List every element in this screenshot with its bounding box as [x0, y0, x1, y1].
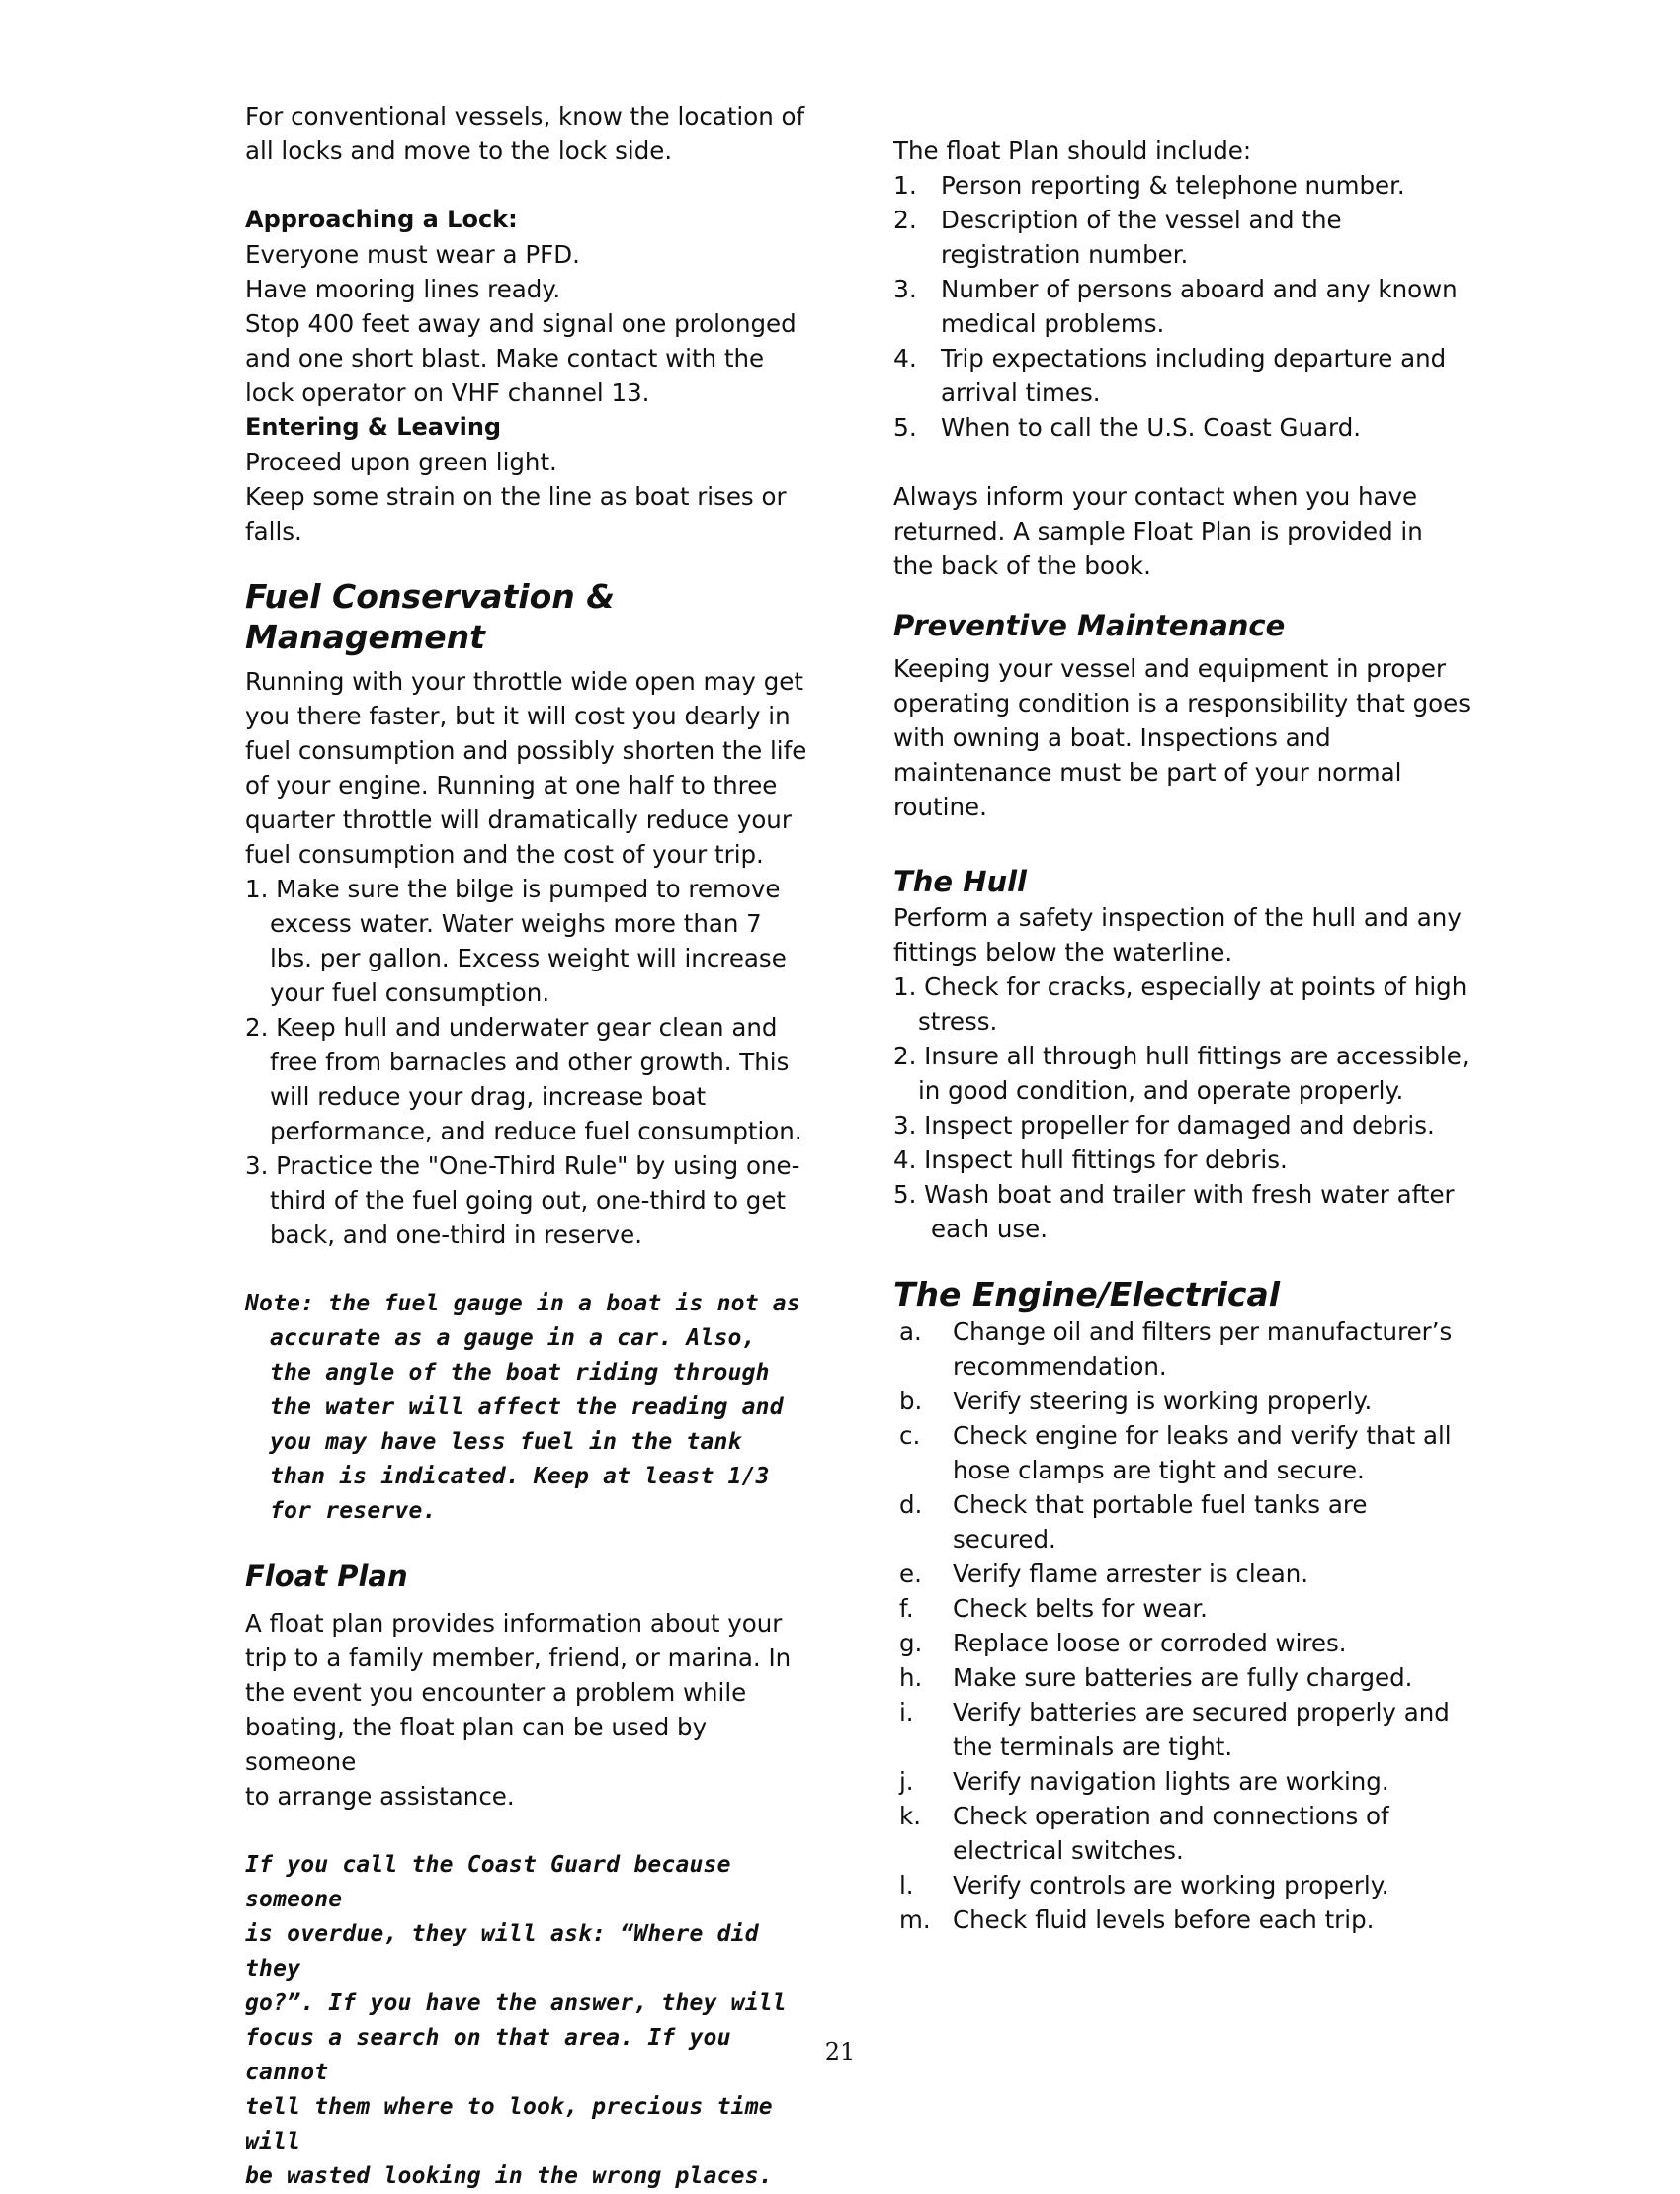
- list-item: [893, 1799, 1476, 1868]
- list-item: 4. Inspect hull fittings for debris.: [893, 1144, 1288, 1174]
- preventive-line: maintenance must be part of your normal: [893, 758, 1402, 788]
- list-item: 3. Inspect propeller for damaged and debris.: [893, 1110, 1435, 1139]
- page-number: 21: [824, 2038, 856, 2066]
- right-column: [893, 133, 1476, 1937]
- approach-line: Everyone must wear a PFD.: [245, 240, 580, 269]
- intro-line: For conventional vessels, know the location of: [245, 102, 805, 130]
- fuel-line: Running with your throttle wide open may get: [245, 666, 803, 696]
- coast-guard-note-line: If you call the Coast Guard because someone: [245, 1851, 731, 1912]
- float-plan-heading: Float Plan: [245, 1559, 408, 1593]
- approaching-lock-heading: Approaching a Lock:: [245, 206, 518, 233]
- list-item: [893, 1418, 1476, 1487]
- list-item: [893, 1868, 1476, 1902]
- list-letter: j.: [899, 1766, 914, 1796]
- list-item: [893, 168, 1476, 203]
- fuel-line: fuel consumption and the cost of your trip.: [245, 839, 764, 869]
- list-text: Check engine for leaks and verify that all hose clamps are tight and secure.: [953, 1420, 1452, 1484]
- list-letter: l.: [899, 1870, 914, 1899]
- list-text: Verify controls are working properly.: [953, 1870, 1389, 1899]
- list-item: 2. Keep hull and underwater gear clean and free from barnacles and other growth. This will reduce your drag, increase boat performance, and reduce fuel consumption.: [245, 1012, 802, 1145]
- list-item: [893, 1314, 1476, 1384]
- list-item: [893, 203, 1476, 272]
- list-item: 1. Make sure the bilge is pumped to remove excess water. Water weighs more than 7 lbs. per gallon. Excess weight will increase your fuel consumption.: [245, 874, 787, 1007]
- list-item: [893, 1557, 1476, 1591]
- list-text: Verify batteries are secured properly and the terminals are tight.: [953, 1697, 1450, 1761]
- float-plan-list: [893, 168, 1476, 445]
- list-text: Person reporting & telephone number.: [941, 171, 1405, 200]
- fuel-tips-list: [245, 872, 808, 1252]
- list-item: [893, 1695, 1476, 1764]
- list-number: 5.: [893, 413, 917, 442]
- hull-line: fittings below the waterline.: [893, 937, 1233, 967]
- list-letter: g.: [899, 1628, 923, 1657]
- list-item: 2. Insure all through hull fittings are accessible, in good condition, and operate properly.: [893, 1041, 1470, 1105]
- coast-guard-note-line: be wasted looking in the wrong places.: [245, 2162, 773, 2189]
- hull-heading: The Hull: [893, 865, 1027, 899]
- fuel-conservation-heading: Fuel Conservation & Management: [245, 577, 616, 657]
- list-item: [893, 1626, 1476, 1660]
- list-letter: f.: [899, 1593, 914, 1623]
- list-text: Check fluid levels before each trip.: [953, 1904, 1375, 1934]
- hull-line: Perform a safety inspection of the hull and any: [893, 902, 1462, 932]
- entering-line: Keep some strain on the line as boat rises or: [245, 482, 787, 511]
- engine-electrical-heading: The Engine/Electrical: [893, 1274, 1281, 1313]
- list-letter: a.: [899, 1316, 922, 1346]
- list-text: Check that portable fuel tanks are secured.: [953, 1489, 1368, 1554]
- coast-guard-note-line: go?”. If you have the answer, they will: [245, 1989, 787, 2016]
- list-text: Verify steering is working properly.: [953, 1386, 1373, 1415]
- left-column: [245, 99, 808, 2194]
- float-line: the event you encounter a problem while: [245, 1677, 747, 1707]
- list-text: Verify flame arrester is clean.: [953, 1559, 1309, 1588]
- preventive-line: with owning a boat. Inspections and: [893, 723, 1331, 753]
- list-letter: e.: [899, 1559, 922, 1588]
- list-number: 2.: [893, 206, 917, 234]
- engine-checklist: [893, 1314, 1476, 1937]
- list-text: Number of persons aboard and any known medical problems.: [941, 275, 1458, 338]
- approach-line: and one short blast. Make contact with the: [245, 344, 765, 373]
- list-item: 1. Check for cracks, especially at points of high stress.: [893, 971, 1468, 1036]
- float-line: to arrange assistance.: [245, 1781, 515, 1811]
- hull-checklist: [893, 970, 1476, 1246]
- list-item: 5. Wash boat and trailer with fresh water after each use.: [893, 1179, 1455, 1243]
- list-item: [893, 410, 1476, 445]
- list-text: Change oil and filters per manufacturer’s recommendation.: [953, 1316, 1453, 1381]
- list-letter: b.: [899, 1386, 923, 1415]
- float-line: trip to a family member, friend, or marina. In: [245, 1643, 792, 1672]
- coast-guard-note-line: tell them where to look, precious time will: [245, 2093, 773, 2154]
- list-item: [893, 1902, 1476, 1937]
- list-letter: c.: [899, 1420, 921, 1450]
- fuel-line: you there faster, but it will cost you dearly in: [245, 701, 791, 730]
- preventive-line: operating condition is a responsibility that goes: [893, 689, 1471, 718]
- list-text: Make sure batteries are fully charged.: [953, 1662, 1413, 1692]
- preventive-maintenance-heading: Preventive Maintenance: [893, 609, 1286, 642]
- preventive-line: Keeping your vessel and equipment in proper: [893, 654, 1447, 684]
- fuel-gauge-note: Note: the fuel gauge in a boat is not as accurate as a gauge in a car. Also, the angle of the boat riding through the water will affect the reading and you may have less fuel in the tank than is indicated. Keep at least 1/3 for reserve.: [245, 1290, 800, 1524]
- always-line: returned. A sample Float Plan is provided in: [893, 517, 1423, 546]
- entering-line: Proceed upon green light.: [245, 448, 557, 476]
- list-text: Replace loose or corroded wires.: [953, 1628, 1347, 1657]
- coast-guard-note-line: focus a search on that area. If you cannot: [245, 2024, 731, 2085]
- approach-line: Have mooring lines ready.: [245, 275, 561, 303]
- list-text: When to call the U.S. Coast Guard.: [941, 413, 1362, 442]
- list-text: Trip expectations including departure and arrival times.: [941, 344, 1447, 407]
- list-item: [893, 1660, 1476, 1695]
- coast-guard-note-line: is overdue, they will ask: “Where did they: [245, 1920, 759, 1982]
- approach-line: lock operator on VHF channel 13.: [245, 379, 650, 407]
- list-number: 1.: [893, 171, 917, 200]
- list-letter: k.: [899, 1801, 921, 1830]
- list-item: [893, 341, 1476, 410]
- list-text: Verify navigation lights are working.: [953, 1766, 1389, 1796]
- list-number: 3.: [893, 275, 917, 303]
- always-line: the back of the book.: [893, 551, 1151, 580]
- list-text: Check operation and connections of electrical switches.: [953, 1801, 1389, 1865]
- list-item: [893, 1764, 1476, 1799]
- list-text: Check belts for wear.: [953, 1593, 1208, 1623]
- entering-leaving-heading: Entering & Leaving: [245, 413, 502, 441]
- float-include-line: The float Plan should include:: [893, 136, 1252, 165]
- list-letter: d.: [899, 1489, 923, 1519]
- float-line: A float plan provides information about your: [245, 1608, 783, 1638]
- list-number: 4.: [893, 344, 917, 373]
- approach-line: Stop 400 feet away and signal one prolonged: [245, 309, 797, 338]
- list-item: [893, 1487, 1476, 1557]
- list-item: [893, 272, 1476, 341]
- always-line: Always inform your contact when you have: [893, 482, 1418, 511]
- preventive-line: routine.: [893, 793, 987, 822]
- list-letter: m.: [899, 1904, 931, 1934]
- float-line: boating, the float plan can be used by someone: [245, 1712, 708, 1776]
- intro-line: all locks and move to the lock side.: [245, 136, 673, 165]
- list-text: Description of the vessel and the registration number.: [941, 206, 1342, 269]
- fuel-line: fuel consumption and possibly shorten the life: [245, 735, 807, 765]
- list-item: [893, 1591, 1476, 1626]
- list-letter: i.: [899, 1697, 914, 1727]
- entering-line: falls.: [245, 517, 302, 546]
- fuel-line: quarter throttle will dramatically reduce your: [245, 804, 792, 834]
- list-item: 3. Practice the "One-Third Rule" by using one-third of the fuel going out, one-third to get back, and one-third in reserve.: [245, 1150, 800, 1249]
- fuel-line: of your engine. Running at one half to three: [245, 770, 778, 800]
- list-item: [893, 1384, 1476, 1418]
- list-letter: h.: [899, 1662, 923, 1692]
